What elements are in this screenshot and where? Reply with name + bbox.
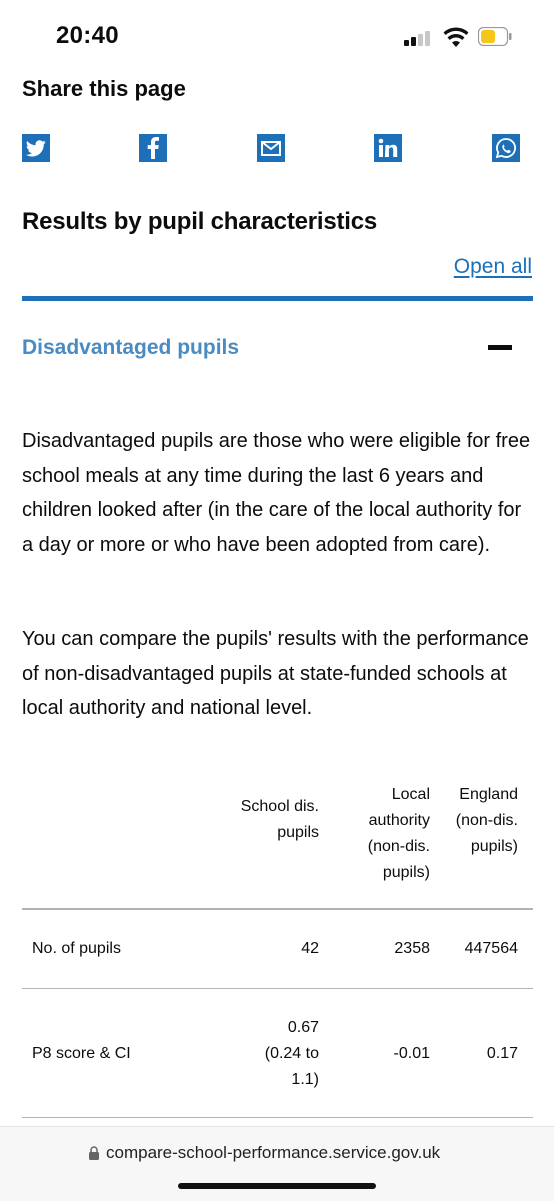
- table-header-divider: [22, 908, 533, 910]
- table-cell: 0.67 (0.24 to 1.1): [264, 1019, 319, 1088]
- lock-icon: [88, 1146, 100, 1160]
- section-divider: [22, 296, 533, 301]
- email-icon: [261, 141, 281, 156]
- results-heading: Results by pupil characteristics: [22, 208, 378, 235]
- cellular-signal-icon: [404, 30, 434, 46]
- battery-icon: [478, 27, 512, 46]
- column-header-england: England (non-dis. pupils): [455, 786, 518, 855]
- table-cell: 2358: [394, 940, 430, 957]
- twitter-icon: [26, 140, 46, 157]
- linkedin-icon: [378, 138, 398, 158]
- row-label: No. of pupils: [32, 940, 121, 957]
- facebook-icon: [146, 137, 160, 159]
- table-cell: -0.01: [393, 1045, 430, 1062]
- table-cell: 0.17: [486, 1045, 518, 1062]
- table-row-divider: [22, 988, 533, 989]
- linkedin-share-button[interactable]: [374, 134, 402, 162]
- table-cell: 42: [301, 940, 319, 957]
- home-indicator[interactable]: [178, 1183, 376, 1189]
- accordion-title-disadvantaged[interactable]: Disadvantaged pupils: [22, 336, 240, 359]
- twitter-share-button[interactable]: [22, 134, 50, 162]
- open-all-link[interactable]: Open all: [453, 255, 532, 278]
- collapse-minus-icon[interactable]: [488, 345, 512, 350]
- wifi-icon: [443, 26, 469, 48]
- email-share-button[interactable]: [257, 134, 285, 162]
- whatsapp-share-button[interactable]: [492, 134, 520, 162]
- row-label: P8 score & CI: [32, 1045, 131, 1062]
- table-cell: 447564: [464, 940, 518, 957]
- status-time: 20:40: [56, 22, 119, 49]
- share-buttons: [22, 134, 522, 162]
- share-heading: Share this page: [22, 76, 186, 101]
- browser-address-bar[interactable]: [0, 1126, 554, 1201]
- whatsapp-icon: [495, 137, 517, 159]
- table-row-divider: [22, 1117, 533, 1118]
- comparison-description: You can compare the pupils' results with the performance of non-disadvantaged pupils at state-funded schools at local authority and national level.: [22, 628, 529, 719]
- disadvantaged-description: Disadvantaged pupils are those who were eligible for free school meals at any time during the last 6 years and children looked after (in the care of the local authority for a day or more or who have been adopted from care).: [22, 430, 531, 556]
- url-text[interactable]: compare-school-performance.service.gov.uk: [106, 1143, 441, 1162]
- facebook-share-button[interactable]: [139, 134, 167, 162]
- status-bar: [0, 0, 554, 72]
- column-header-local-authority: Local authority (non-dis. pupils): [367, 786, 430, 881]
- column-header-school: School dis. pupils: [240, 798, 319, 841]
